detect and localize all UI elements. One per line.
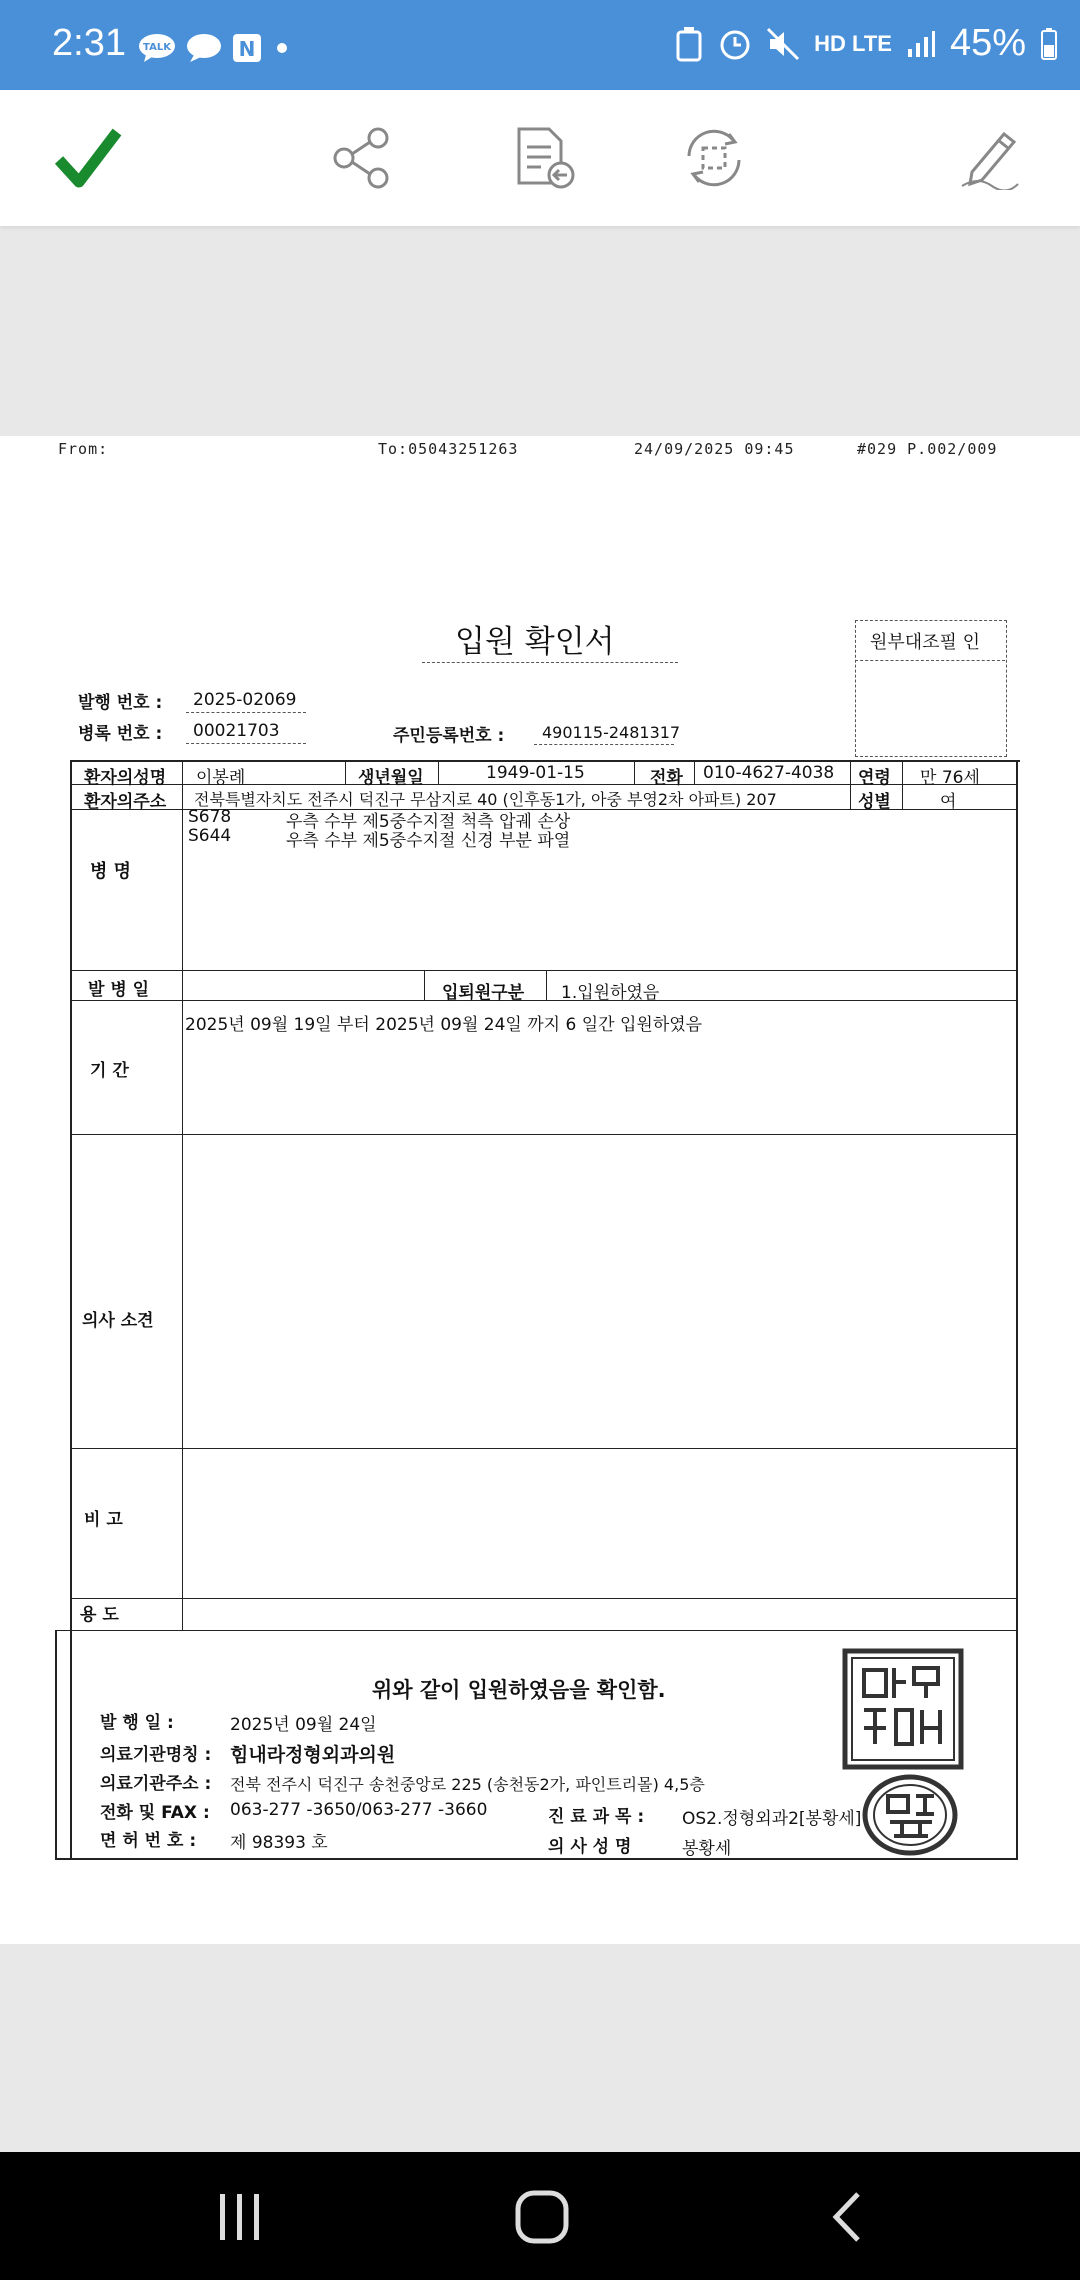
cell-divider [850, 760, 851, 784]
pen-icon [958, 126, 1022, 190]
period: 2025년 09월 19일 부터 2025년 09월 24일 까지 6 일간 입원하였음 [185, 1015, 703, 1035]
sex: 여 [940, 792, 957, 812]
cell-divider [902, 760, 903, 784]
row-divider [70, 1448, 1018, 1449]
share-button[interactable] [322, 118, 402, 198]
table-border-left [70, 760, 72, 1860]
recent-apps-button[interactable] [200, 2182, 280, 2252]
diagnosis-desc: 우측 수부 제5중수지절 척측 압궤 손상 [286, 812, 571, 832]
rotate-button[interactable] [674, 118, 754, 198]
cell-divider [694, 760, 695, 784]
n-app-icon [232, 33, 262, 63]
chat-bubble-icon [186, 33, 222, 63]
remarks-label: 비 고 [84, 1510, 123, 1530]
address: 전북특별자치도 전주시 덕진구 무삼지로 40 (인후동1가, 아중 부영2차 아파트) 207 [194, 790, 777, 809]
age-label: 연령 [858, 768, 891, 788]
department-label: 진 료 과 목 : [548, 1807, 645, 1827]
license-no: 제 98393 호 [230, 1833, 328, 1853]
fax-to: To:05043251263 [378, 440, 519, 458]
disease-label: 병 명 [90, 861, 132, 882]
hospital-name: 힘내라정형외과의원 [230, 1744, 396, 1766]
battery-percent: 45% [949, 22, 1026, 64]
status-bar [0, 0, 1080, 90]
home-button[interactable] [502, 2182, 582, 2252]
edit-button[interactable] [950, 118, 1030, 198]
navigation-bar [0, 2152, 1080, 2280]
recycle-icon [674, 26, 704, 62]
hospital-address-label: 의료기관주소 : [100, 1774, 212, 1794]
hospital-address: 전북 전주시 덕진구 송천중앙로 225 (송천동2가, 파인트리몰) 4,5층 [230, 1775, 705, 1794]
diagnosis-desc: 우측 수부 제5중수지절 신경 부분 파열 [286, 831, 571, 851]
address-label: 환자의주소 [84, 792, 167, 812]
status-time: 2:31 [52, 22, 126, 64]
share-icon [330, 126, 394, 190]
title-underline [422, 662, 678, 663]
row-divider [70, 970, 1018, 971]
tel-fax-label: 전화 및 FAX : [100, 1803, 210, 1823]
doctor-seal [862, 1774, 958, 1856]
period-label: 기 간 [90, 1061, 129, 1081]
viewer-toolbar [0, 90, 1080, 226]
fax-datetime: 24/09/2025 09:45 [634, 440, 795, 458]
battery-icon [1040, 27, 1058, 61]
system-icons [674, 22, 1058, 65]
issue-date-label: 발 행 일 : [100, 1713, 174, 1733]
cell-divider [345, 760, 346, 784]
hospital-seal [842, 1648, 964, 1770]
row-divider [70, 1000, 1018, 1001]
row-divider [70, 1134, 1018, 1135]
resident-no-label: 주민등록번호 : [393, 726, 505, 746]
cell-divider [850, 784, 851, 809]
mute-icon [766, 27, 800, 61]
network-indicator: HD LTE [814, 30, 892, 56]
footer-border-left [55, 1630, 57, 1860]
svg-text:TALK: TALK [143, 42, 171, 53]
recent-apps-icon [216, 2192, 264, 2242]
patient-name-label: 환자의성명 [84, 768, 167, 788]
opinion-label: 의사 소견 [82, 1311, 154, 1331]
dob-label: 생년월일 [358, 768, 424, 788]
cell-divider [634, 760, 635, 784]
doctor-name: 봉황세 [682, 1839, 732, 1859]
age: 만 76세 [920, 768, 980, 788]
admission-type-label: 입퇴원구분 [442, 983, 525, 1003]
back-button[interactable] [806, 2182, 886, 2252]
sex-label: 성별 [858, 792, 891, 812]
signal-icon [906, 29, 936, 59]
department: OS2.정형외과2[봉황세] [682, 1809, 862, 1829]
confirm-statement: 위와 같이 입원하였음을 확인함. [372, 1678, 666, 1702]
table-border-top [70, 760, 1020, 762]
cell-divider [902, 784, 903, 809]
document-title: 입원 확인서 [455, 624, 615, 660]
issue-no-label: 발행 번호 : [78, 693, 163, 713]
rotate-icon [679, 126, 749, 190]
patient-name: 이봉례 [196, 768, 246, 788]
svg-text:N: N [238, 37, 256, 61]
check-icon [53, 126, 123, 190]
back-icon [828, 2190, 864, 2244]
diagnosis-code: S678 [188, 807, 232, 827]
document-icon [513, 125, 577, 191]
hospital-name-label: 의료기관명칭 : [100, 1745, 212, 1765]
dot-icon [272, 38, 292, 58]
license-label: 면 허 번 호 : [100, 1831, 197, 1851]
table-border-bottom [55, 1858, 1018, 1860]
home-icon [514, 2189, 570, 2245]
resident-no: 490115-2481317 [542, 723, 681, 742]
tel-fax: 063-277 -3650/063-277 -3660 [230, 1800, 488, 1820]
stamp-box-label: 원부대조필 인 [870, 632, 981, 653]
label-column-divider [182, 760, 183, 1630]
record-no: 00021703 [193, 721, 280, 741]
resident-no-underline [534, 744, 674, 745]
doctor-name-label: 의 사 성 명 [548, 1837, 632, 1857]
stamp-box-divider [855, 660, 1005, 661]
phone-label: 전화 [650, 768, 683, 788]
table-border-right [1016, 760, 1018, 1860]
cell-divider [424, 970, 425, 1000]
issue-date: 2025년 09월 24일 [230, 1715, 377, 1735]
document-button[interactable] [505, 118, 585, 198]
row-divider [70, 1598, 1018, 1599]
cell-divider [438, 760, 439, 784]
row-divider [55, 1630, 1018, 1631]
dob: 1949-01-15 [486, 763, 585, 783]
record-no-label: 병록 번호 : [78, 724, 163, 744]
issue-no: 2025-02069 [193, 690, 297, 710]
record-no-underline [186, 743, 306, 744]
fax-page: #029 P.002/009 [857, 440, 998, 458]
fax-from: From: [58, 440, 109, 458]
notification-icons [138, 33, 292, 63]
phone: 010-4627-4038 [703, 763, 835, 783]
issue-no-underline [186, 712, 306, 713]
diagnosis-code: S644 [188, 826, 232, 846]
purpose-label: 용 도 [80, 1605, 119, 1625]
alarm-icon [718, 27, 752, 61]
confirm-button[interactable] [48, 118, 128, 198]
talk-icon [138, 33, 176, 63]
admission-type: 1.입원하였음 [561, 983, 660, 1003]
onset-label: 발 병 일 [88, 980, 150, 1000]
cell-divider [546, 970, 547, 1000]
